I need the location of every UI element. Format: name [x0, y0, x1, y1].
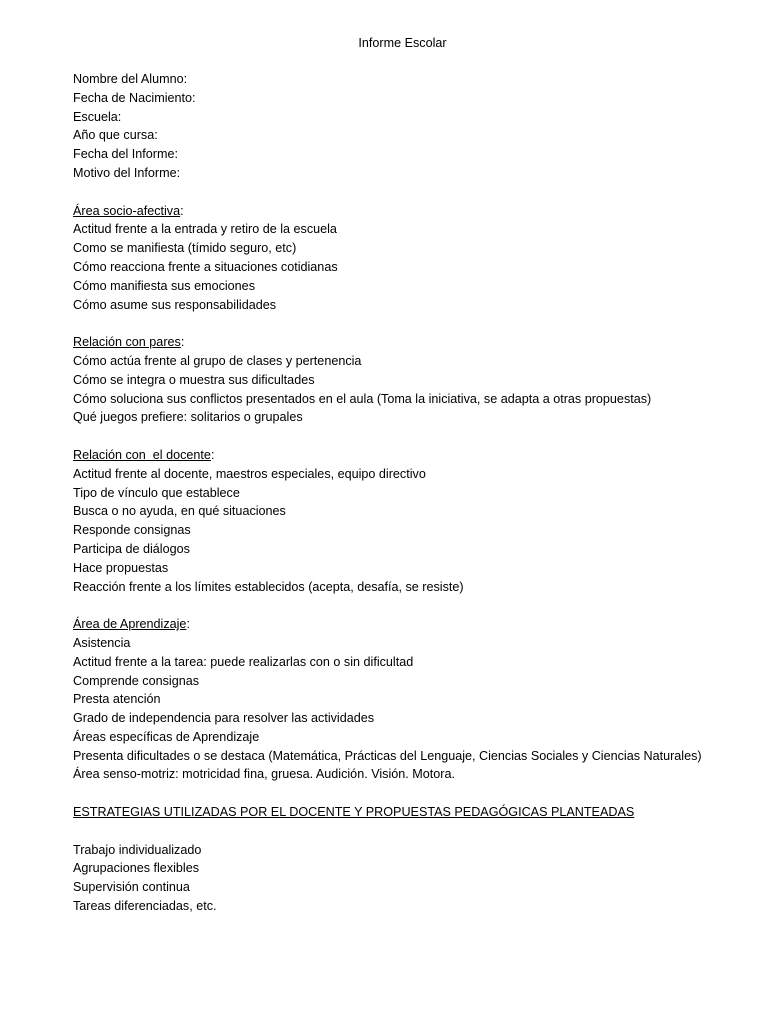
- section-heading-text: Área de Aprendizaje: [73, 617, 187, 632]
- list-item: Cómo manifiesta sus emociones: [73, 278, 255, 293]
- section-heading-colon: :: [210, 447, 215, 462]
- list-item: Como se manifiesta (tímido seguro, etc): [73, 241, 297, 256]
- list-item: Actitud frente al docente, maestros especiales, equipo directivo: [73, 466, 426, 481]
- list-item: Tareas diferenciadas, etc.: [73, 899, 217, 914]
- section-relacion-docente: [73, 446, 753, 596]
- list-item: Responde consignas: [73, 523, 191, 538]
- document-body: [73, 70, 753, 916]
- field-birth-date: Fecha de Nacimiento:: [73, 90, 196, 105]
- list-item: Área senso-motriz: motricidad fina, gruesa. Audición. Visión. Motora.: [73, 767, 455, 782]
- section-heading-colon: :: [180, 203, 184, 218]
- blank-line: [73, 822, 753, 841]
- list-item: Comprende consignas: [73, 673, 200, 688]
- section-estrategias: [73, 803, 753, 916]
- section-relacion-pares: [73, 333, 753, 427]
- field-student-name: Nombre del Alumno:: [73, 72, 188, 86]
- list-item: Cómo se integra o muestra sus dificultades: [73, 372, 315, 387]
- field-grade: Año que cursa:: [73, 128, 158, 143]
- blank-line: [73, 596, 753, 615]
- section-heading: [73, 446, 753, 465]
- list-item: Cómo asume sus responsabilidades: [73, 297, 277, 312]
- strategies-heading-text: ESTRATEGIAS UTILIZADAS POR EL DOCENTE Y PROPUESTAS PEDAGÓGICAS PLANTEADAS: [73, 805, 635, 820]
- strategies-heading: [73, 803, 753, 822]
- section-aprendizaje: [73, 615, 753, 784]
- list-item: Agrupaciones flexibles: [73, 861, 200, 876]
- list-item: Participa de diálogos: [73, 541, 190, 556]
- list-item: Reacción frente a los límites establecidos (acepta, desafía, se resiste): [73, 579, 464, 594]
- list-item: Hace propuestas: [73, 560, 169, 575]
- blank-line: [73, 427, 753, 446]
- section-heading-text: Relación con el docente: [73, 447, 211, 462]
- section-socio-afectiva: [73, 202, 753, 315]
- list-item: Qué juegos prefiere: solitarios o grupales: [73, 410, 303, 425]
- blank-line: [73, 314, 753, 333]
- section-heading: [73, 202, 753, 221]
- student-info-fields: [73, 70, 753, 183]
- list-item: Presenta dificultades o se destaca (Matemática, Prácticas del Lenguaje, Ciencias Sociales y Ciencias Naturales): [73, 748, 702, 763]
- list-item: Supervisión continua: [73, 880, 190, 895]
- list-item: Busca o no ayuda, en qué situaciones: [73, 504, 286, 519]
- section-heading-text: Relación con pares: [73, 335, 181, 350]
- list-item: Cómo reacciona frente a situaciones cotidianas: [73, 259, 338, 274]
- section-heading-colon: :: [186, 617, 190, 632]
- field-report-date: Fecha del Informe:: [73, 147, 178, 162]
- section-heading-text: Área socio-afectiva: [73, 203, 181, 218]
- list-item: Cómo actúa frente al grupo de clases y pertenencia: [73, 353, 362, 368]
- list-item: Actitud frente a la entrada y retiro de la escuela: [73, 222, 337, 237]
- list-item: Presta atención: [73, 692, 161, 707]
- section-heading: [73, 615, 753, 634]
- list-item: Trabajo individualizado: [73, 842, 202, 857]
- blank-line: [73, 183, 753, 202]
- section-heading-colon: :: [180, 335, 185, 350]
- list-item: Tipo de vínculo que establece: [73, 485, 240, 500]
- list-item: Asistencia: [73, 635, 131, 650]
- blank-line: [73, 784, 753, 803]
- field-report-reason: Motivo del Informe:: [73, 165, 181, 180]
- field-school: Escuela:: [73, 109, 122, 124]
- list-item: Cómo soluciona sus conflictos presentados en el aula (Toma la iniciativa, se adapta a otras propuestas): [73, 391, 652, 406]
- list-item: Actitud frente a la tarea: puede realizarlas con o sin dificultad: [73, 654, 414, 669]
- section-heading: [73, 333, 753, 352]
- list-item: Áreas específicas de Aprendizaje: [73, 729, 260, 744]
- document-title: Informe Escolar: [358, 36, 447, 50]
- list-item: Grado de independencia para resolver las actividades: [73, 711, 375, 726]
